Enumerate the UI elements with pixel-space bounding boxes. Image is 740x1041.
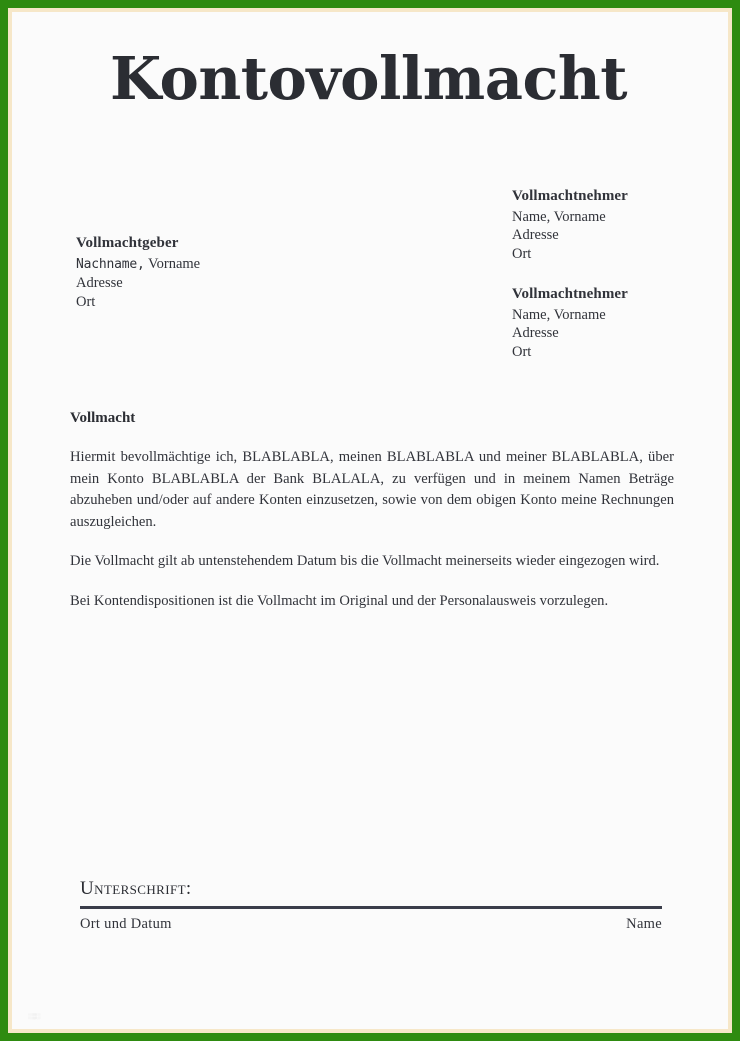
grantee-address-block-1 — [512, 187, 628, 263]
grantee-address-block-2 — [512, 285, 628, 361]
grantor-address-block — [76, 234, 200, 311]
signature-caption-name: Name — [626, 916, 662, 932]
signature-caption-place-date: Ort und Datum — [80, 916, 172, 932]
grantee-city-1: Ort — [512, 245, 532, 262]
body-paragraph-1: Hiermit bevollmächtige ich, BLABLABLA, meinen BLABLABLA und meiner BLABLABLA, über mein Konto BLABLABLA der Bank BLALALA, zu verfügen und in meinem Namen Beträge abzuheben und/oder auf andere Konten einzusetzen, sowie von dem obigen Konto meine Rechnungen auszugleichen. — [70, 449, 674, 530]
signature-captions — [80, 916, 662, 933]
signature-label: Unterschrift: — [80, 878, 192, 899]
grantor-city: Ort — [76, 293, 96, 310]
grantor-name-line — [76, 255, 200, 275]
body-paragraph-2: Die Vollmacht gilt ab untenstehendem Datum bis die Vollmacht meinerseits wieder eingezogen wird. — [70, 553, 660, 569]
signature-rule — [80, 906, 662, 909]
grantee-name-1: Name, Vorname — [512, 208, 606, 225]
grantee-name-2: Name, Vorname — [512, 306, 606, 323]
grantor-firstname: Vorname — [148, 255, 201, 272]
page-title: Kontovollmacht — [110, 44, 628, 113]
grantor-heading: Vollmachtgeber — [76, 235, 179, 251]
body-copy — [70, 447, 674, 612]
grantor-surname: Nachname, — [76, 256, 145, 272]
body-paragraph-3: Bei Kontendispositionen ist die Vollmacht im Original und der Personalausweis vorzulegen. — [70, 592, 609, 609]
grantor-address: Adresse — [76, 275, 123, 291]
grantee-heading-2: Vollmachtnehmer — [512, 286, 628, 302]
document-sheet — [12, 12, 728, 1029]
signature-area — [80, 878, 662, 933]
section-heading-vollmacht: Vollmacht — [70, 410, 136, 426]
grantee-address-1: Adresse — [512, 227, 559, 243]
grantee-city-2: Ort — [512, 343, 532, 360]
grantee-heading-1: Vollmachtnehmer — [512, 188, 628, 204]
grantee-address-2: Adresse — [512, 325, 559, 341]
watermark: ░▒░ — [28, 1014, 41, 1020]
page-inner-band — [8, 8, 732, 1033]
